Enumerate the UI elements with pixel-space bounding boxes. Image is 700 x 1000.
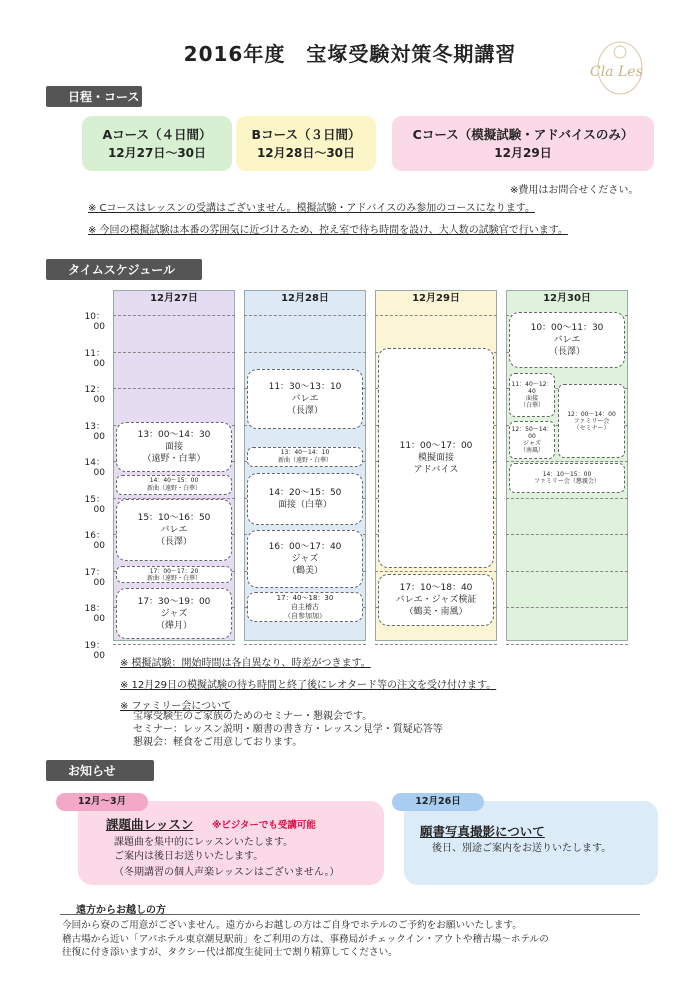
hour-gridline	[113, 352, 235, 353]
hour-gridline	[113, 315, 235, 316]
hour-gridline	[244, 315, 366, 316]
event-interview-30	[509, 373, 555, 417]
event-time: 17：30～19：00	[137, 596, 211, 607]
hour-label: 10：00	[84, 312, 105, 332]
event-time: 10：00～11：30	[530, 323, 604, 333]
event-title: ファミリー会	[573, 417, 610, 425]
hour-gridline	[113, 644, 235, 645]
event-ballet-28	[247, 369, 363, 429]
event-subtitle: アドバイス	[413, 465, 459, 475]
event-title: 新曲（遠野・白華）	[277, 457, 332, 464]
travel-divider	[60, 914, 640, 915]
hour-gridline	[506, 644, 628, 645]
event-shinkyoku-27a	[116, 475, 232, 495]
hour-gridline	[113, 388, 235, 389]
event-title: 新曲（遠野・白華）	[146, 574, 201, 582]
event-time: 13：00～14：30	[137, 430, 211, 440]
event-jazz-30	[509, 421, 555, 459]
travel-line-3: 往復に付き添いますが、タクシー代は都度生徒同士で割り精算してください。	[62, 947, 398, 958]
hour-gridline	[506, 571, 628, 572]
event-subtitle: （セミナー）	[573, 424, 610, 432]
event-instructor: （鶴美・南風）	[404, 607, 468, 617]
hour-gridline	[506, 461, 628, 462]
event-time: 14：10～15：00	[542, 471, 592, 478]
hour-gridline	[375, 571, 497, 572]
event-time: 11：00～17：00	[399, 441, 473, 451]
event-title: バレエ	[291, 394, 319, 404]
travel-line-2: 稽古場から近い「アパホテル東京潮見駅前」をご利用の方は、事務局がチェックイン・アウトや稽古場～ホテルの	[62, 933, 549, 945]
event-title: ジャズ	[523, 440, 541, 447]
course-note-1: ※ Cコースはレッスンの受講はございません。模擬試験・アドバイスのみ参加のコースになります。	[88, 203, 535, 214]
hour-label: 18：00	[84, 604, 105, 624]
event-instructor: （長澤）	[548, 347, 585, 357]
event-title: ジャズ	[291, 554, 319, 564]
notice-photo-line-1: 後日、別途ご案内をお送りいたします。	[432, 843, 612, 854]
event-title: 面接	[164, 442, 183, 452]
event-jazz-27	[116, 588, 232, 639]
course-a-name: Aコース（４日間）	[102, 127, 212, 142]
logo-text: Cla Les	[590, 64, 643, 80]
notice-lesson-heading: 課題曲レッスン	[106, 817, 194, 832]
course-note-2: ※ 今回の模擬試験は本番の雰囲気に近づけるため、控え室で待ち時間を設け、大人数の試験官で行います。	[88, 225, 568, 236]
event-instructor: （長澤）	[155, 537, 192, 547]
section-schedule-course: 日程・コース	[46, 86, 142, 107]
event-family-seminar-30	[558, 384, 625, 458]
event-instructor: （長澤）	[286, 406, 323, 416]
event-time: 11：30～13：10	[268, 382, 342, 392]
course-b-dates: 12月28日～30日	[256, 146, 356, 160]
event-time: 17：40～18：30	[276, 593, 334, 602]
notice-lesson-line-3: （冬期講習の個人声楽レッスンはございません。）	[114, 867, 340, 878]
travel-body	[62, 919, 662, 960]
event-instructor: （南風）	[519, 447, 544, 454]
event-title: バレエ・ジャズ検証	[395, 595, 477, 605]
event-ballet-jazz-check-29	[378, 574, 494, 626]
event-time: 12：50～14：00	[511, 426, 553, 440]
event-title: ジャズ	[160, 608, 188, 619]
hour-label: 11：00	[84, 348, 105, 369]
hour-label: 15：00	[84, 494, 105, 515]
hour-gridline	[244, 352, 366, 353]
hour-gridline	[244, 644, 366, 645]
event-jazz-28	[247, 530, 363, 588]
notice-lesson-line-2: ご案内は後日お送りいたします。	[114, 851, 264, 862]
day-header-28: 12月28日	[281, 293, 329, 304]
event-time: 12：00～14：00	[567, 410, 616, 418]
day-header-27: 12月27日	[150, 293, 198, 304]
event-instructor: （燁月）	[155, 620, 192, 631]
hour-gridline	[375, 644, 497, 645]
event-instructor: （鶴美）	[286, 566, 323, 576]
event-title: 面接	[525, 395, 538, 402]
event-ballet-30	[509, 312, 625, 368]
event-self-practice-28	[247, 592, 363, 622]
event-instructor: （白華）	[519, 402, 544, 409]
event-interview-28	[247, 473, 363, 525]
hour-gridline	[506, 534, 628, 535]
family-meeting-line: 宝塚受験生のご家族のためのセミナー・懇親会です。	[133, 711, 373, 722]
hour-label: 17：00	[84, 567, 105, 588]
schedule-note-1: ※ 模擬試験：開始時間は各自異なり、時差がつきます。	[120, 658, 371, 669]
event-instructor: （自参加加）	[284, 611, 326, 620]
event-mock-interview-29	[378, 348, 494, 568]
hour-label: 14：00	[84, 458, 105, 478]
event-instructor: （遠野・白華）	[142, 454, 206, 464]
event-family-social-30	[509, 463, 625, 493]
family-meeting-line: セミナー：レッスン説明・願書の書き方・レッスン見学・質疑応答等	[133, 724, 443, 735]
course-c-name: Cコース（模擬試験・アドバイスのみ）	[412, 127, 634, 142]
event-ballet-27	[116, 499, 232, 561]
family-meeting-details	[133, 710, 443, 749]
hour-label: 16：00	[84, 531, 105, 551]
hour-label: 12：00	[84, 385, 105, 405]
event-title: ファミリー会（懇親会）	[534, 478, 600, 485]
hour-label: 13：00	[84, 421, 105, 442]
schedule-note-2: ※ 12月29日の模擬試験の待ち時間と終了後にレオタード等の注文を受け付けます。	[120, 680, 497, 691]
notice-photo-heading: 願書写真撮影について	[420, 824, 545, 839]
logo	[580, 40, 660, 100]
event-time: 14：40～15：00	[149, 477, 199, 484]
event-time: 11：40～12：40	[511, 381, 553, 395]
notice-lesson-tag: ※ビジターでも受講可能	[212, 820, 316, 831]
course-c-dates: 12月29日	[494, 146, 552, 160]
event-shinkyoku-27b	[116, 566, 232, 583]
day-header-29: 12月29日	[412, 293, 460, 304]
event-time: 13：40～14：10	[280, 449, 330, 456]
hour-gridline	[506, 607, 628, 608]
travel-line-1: 今回から寮のご用意がございません。遠方からお越しの方はご自身でホテルのご予約をお願いいたします。	[62, 920, 522, 931]
hour-gridline	[506, 498, 628, 499]
event-time: 16：00～17：40	[268, 542, 342, 552]
course-a-dates: 12月27日～30日	[107, 146, 207, 160]
course-b-name: Bコース（３日間）	[251, 127, 361, 142]
event-title: 模擬面接	[417, 453, 454, 463]
event-title: 面接（白華）	[277, 500, 332, 510]
fee-note: ※費用はお問合せください。	[510, 185, 639, 196]
travel-heading: 遠方からお越しの方	[76, 905, 166, 916]
event-title: バレエ	[553, 335, 581, 345]
event-title: バレエ	[160, 525, 188, 535]
page-title: 2016年度 宝塚受験対策冬期講習	[183, 42, 517, 66]
section-timetable: タイムスケジュール	[46, 259, 202, 280]
event-title: 新曲（遠野・白華）	[146, 485, 201, 492]
family-meeting-line: 懇親会：軽食をご用意しております。	[133, 737, 303, 748]
event-time: 17：00～17：20	[149, 567, 199, 575]
course-b-box	[236, 116, 376, 171]
section-notice: お知らせ	[46, 760, 154, 781]
hour-gridline	[375, 315, 497, 316]
course-a-box	[82, 116, 232, 171]
day-header-30: 12月30日	[543, 293, 591, 304]
notice-photo-date: 12月26日	[392, 793, 484, 811]
hour-label: 19：00	[84, 640, 105, 661]
event-interview-27	[116, 422, 232, 472]
event-shinkyoku-28	[247, 447, 363, 467]
event-time: 15：10～16：50	[137, 513, 211, 523]
event-time: 14：20～15：50	[268, 488, 342, 498]
notice-lesson-line-1: 課題曲を集中的にレッスンいたします。	[114, 837, 294, 848]
event-time: 17：10～18：40	[399, 583, 473, 593]
schedule-note-3: ※ ファミリー会について	[120, 701, 232, 712]
event-title: 自主稽古	[291, 602, 319, 611]
notice-lesson-period: 12月～3月	[56, 793, 148, 811]
course-c-box	[392, 116, 654, 171]
